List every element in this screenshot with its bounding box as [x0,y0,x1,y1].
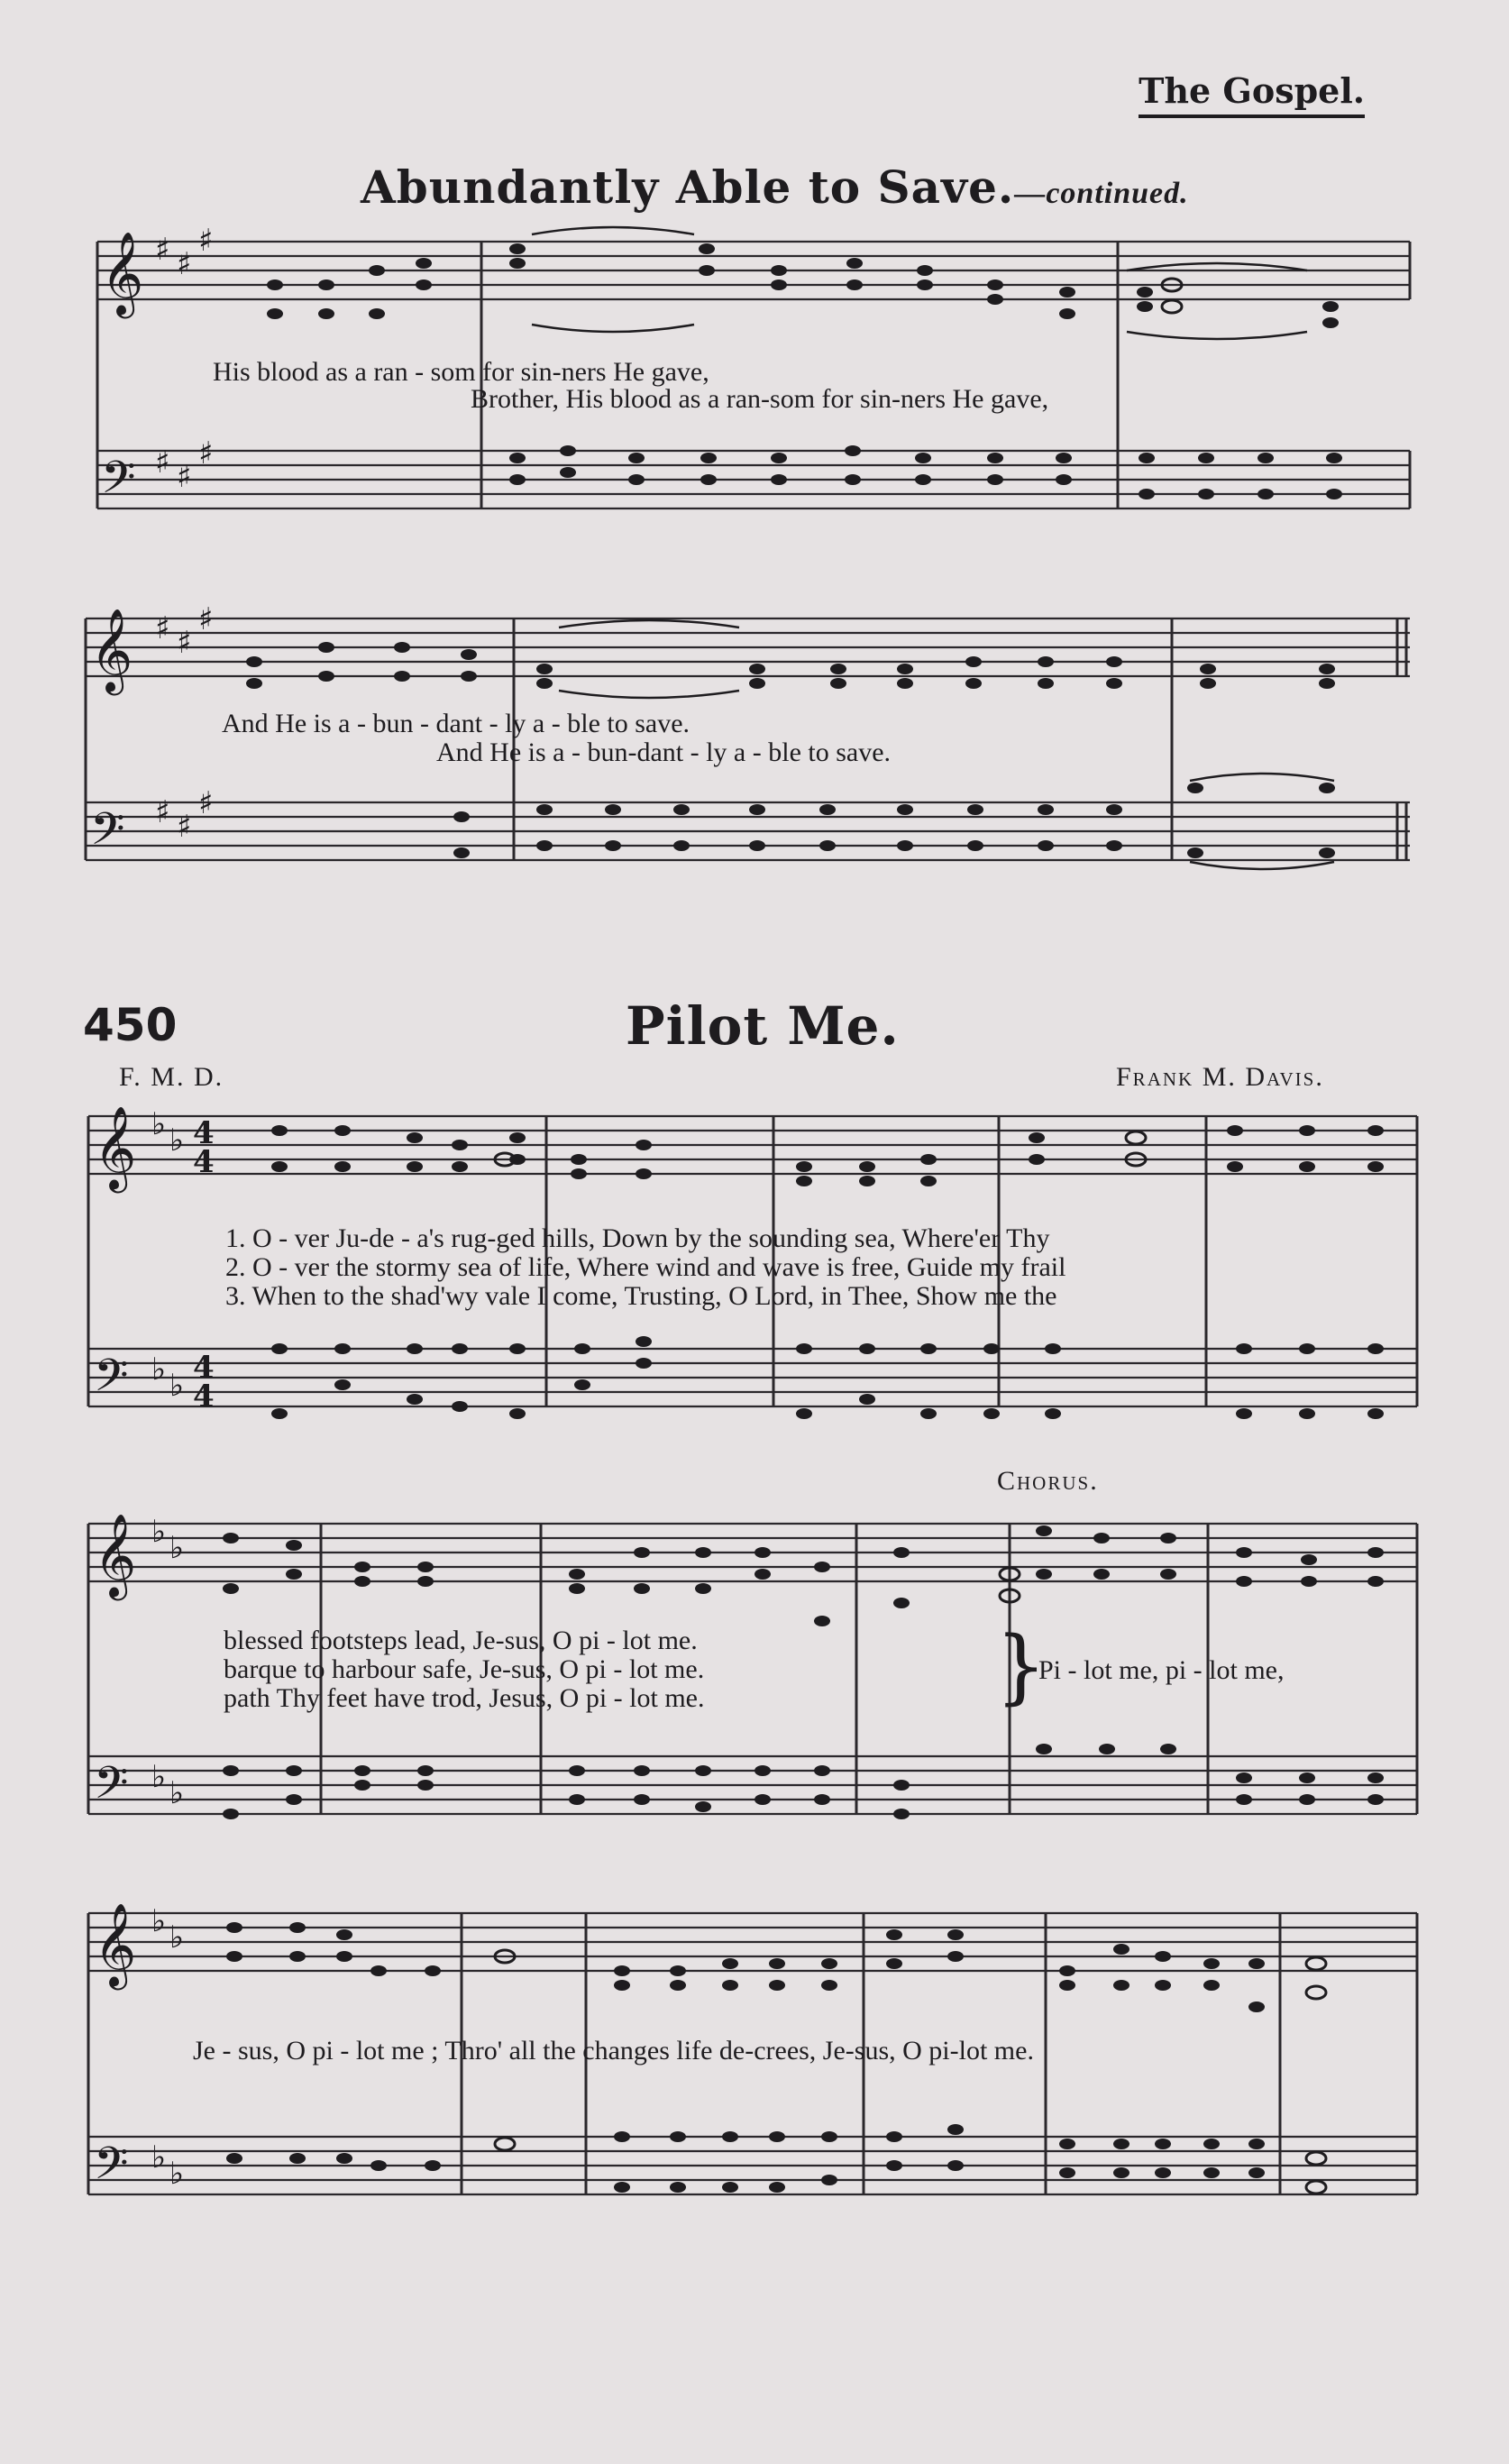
hymn-title-text: Abundantly Able to Save. [361,160,1015,214]
verse-3-line-cont: path Thy feet have trod, Jesus, O pi - lot me. [224,1683,705,1713]
lyric-line-alto-2: And He is a - bun-dant - ly a - ble to save. [436,737,892,767]
treble-clef-icon: 𝄞 [94,1513,137,1597]
sharp-icon: ♯ [198,223,214,259]
sharp-icon: ♯ [177,809,192,845]
treble-clef-icon: 𝄞 [101,231,144,315]
verse-block-2 [224,1626,705,1713]
flat-icon: ♭ [169,1775,185,1811]
flat-icon: ♭ [151,1106,167,1142]
flat-icon: ♭ [151,1759,167,1795]
time-signature-top: 4 [193,1115,215,1151]
chorus-line-2: Je - sus, O pi - lot me ; Thro' all the changes life de-crees, Je-sus, O pi-lot me. [193,2036,1034,2066]
continued-label: —continued. [1014,177,1189,210]
flat-icon: ♭ [151,1903,167,1939]
section-heading: The Gospel. [1139,70,1365,118]
lyric-line-alto-1: Brother, His blood as a ran-som for sin-ners He gave, [471,384,1049,414]
sharp-icon: ♯ [155,794,170,830]
time-signature-top: 4 [193,1350,215,1386]
treble-clef-icon: 𝄞 [90,608,133,692]
key-signatures [151,223,213,2192]
staff-system-3-bass [88,1349,1417,1406]
flat-icon: ♭ [151,1351,167,1388]
bass-clef-icon: 𝄢 [94,1757,129,1820]
author-credit: F. M. D. [119,1062,224,1092]
verse-2-line: 2. O - ver the stormy sea of life, Where wind and wave is free, Guide my frail [225,1252,1066,1282]
time-signature-bottom: 4 [193,1379,215,1415]
sharp-icon: ♯ [198,785,214,821]
treble-clef-icon: 𝄞 [94,1105,137,1189]
time-signatures [193,1115,215,1415]
flat-icon: ♭ [169,1530,185,1566]
sharp-icon: ♯ [177,246,192,282]
bass-clef-icon: 𝄢 [90,803,125,866]
note-heads [223,243,1384,2193]
verse-1-line-cont: blessed footsteps lead, Je-sus, O pi - lot me. [224,1626,698,1655]
verse-3-line: 3. When to the shad'wy vale I come, Trusting, O Lord, in Thee, Show me the [225,1281,1057,1311]
flat-icon: ♭ [151,1514,167,1550]
verse-brace: } [995,1619,1047,1714]
lyric-line-soprano-1: His blood as a ran - som for sin-ners He gave, [213,357,709,387]
sharp-icon: ♯ [177,625,192,661]
treble-clef-icon: 𝄞 [94,1902,137,1986]
ties [532,227,1334,869]
verse-block-1 [225,1224,1065,1311]
time-signature-bottom: 4 [193,1144,215,1180]
bass-clef-icon: 𝄢 [101,452,136,515]
flat-icon: ♭ [169,1122,185,1159]
sharp-icon: ♯ [198,601,214,637]
flat-icon: ♭ [169,1368,185,1404]
verse-1-line: 1. O - ver Ju-de - a's rug-ged hills, Down by the sounding sea, Where'er Thy [225,1223,1050,1253]
staff-system-2-bass [86,802,1410,860]
hymn-title: Pilot Me. [626,995,900,1057]
staff-system-3-treble [88,1116,1417,1174]
flat-icon: ♭ [169,1919,185,1956]
verse-2-line-cont: barque to harbour safe, Je-sus, O pi - lot me. [224,1654,705,1684]
staff-system-4-bass [88,1756,1417,1814]
bass-clef-icon: 𝄢 [94,1350,129,1413]
bass-clef-icon: 𝄢 [94,2138,129,2201]
staff-lines [86,242,1417,2194]
hymn-number: 450 [83,999,178,1051]
sharp-icon: ♯ [155,232,170,268]
barlines [86,242,1417,2194]
sharp-icon: ♯ [198,435,214,472]
flat-icon: ♭ [169,2156,185,2192]
chorus-label: Chorus. [997,1466,1099,1496]
sharp-icon: ♯ [177,459,192,495]
chorus-line-1: Pi - lot me, pi - lot me, [1038,1655,1285,1685]
flat-icon: ♭ [151,2139,167,2175]
composer-credit: Frank M. Davis. [1116,1062,1324,1092]
lyric-line-soprano-2: And He is a - bun - dant - ly a - ble to save. [222,709,690,738]
clefs [90,231,143,2201]
staff-system-1-treble [97,242,1410,299]
sharp-icon: ♯ [155,610,170,646]
sharp-icon: ♯ [155,444,170,481]
